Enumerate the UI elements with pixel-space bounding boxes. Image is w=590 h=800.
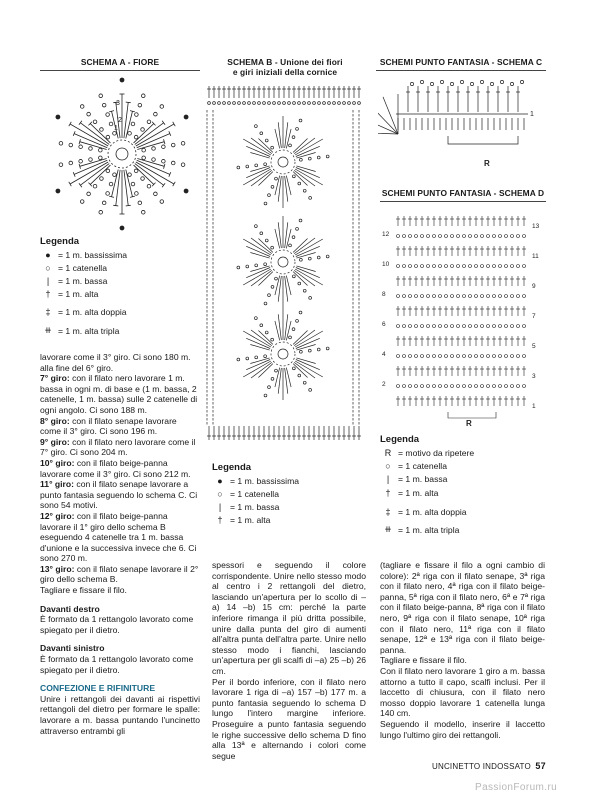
legend-label: = 1 m. bassa <box>230 502 280 512</box>
legend-label: = 1 catenella <box>398 461 447 471</box>
svg-text:3: 3 <box>116 100 120 107</box>
paragraph: (tagliare e fissare il filo a ogni cambio di colore): 2ª riga con il filato senape, 3ª riga con il filato nero, 4ª riga con il filato beige-panna, 5ª riga con il filato nero, 6ª e 7ª riga con il filato beige-panna, 8ª riga con il filato nero, 9ª riga con il filato senape, 10ª riga con il filato nero, 11ª riga con il filato senape, 12ª e 13ª riga con il filato beige-panna. <box>380 560 545 655</box>
stitch-symbol: ‡ <box>385 507 391 517</box>
schema-c-stitch-diagram <box>378 74 543 174</box>
schema-b-title <box>205 57 365 77</box>
legend-label: = 1 m. bassa <box>58 276 108 286</box>
legend-item <box>38 276 107 286</box>
round-label: 8° giro: <box>40 415 70 426</box>
legend-label: = 1 m. bassa <box>398 474 448 484</box>
svg-text:1: 1 <box>530 111 534 118</box>
legend-item <box>210 476 299 486</box>
stitch-symbol: ○ <box>217 489 223 499</box>
stitch-symbol: R <box>384 448 392 458</box>
page-footer <box>432 761 546 771</box>
legend-item <box>210 502 279 512</box>
row-number: 8 <box>382 291 386 298</box>
schema-d-stitch-diagram <box>376 206 546 434</box>
round-label: 12° giro: <box>40 510 75 521</box>
row-number: 4 <box>382 351 386 358</box>
row-number: 3 <box>532 373 536 380</box>
paragraph: spessori e seguendo il colore corrispondente. Unire nello stesso modo al centro i 2 rettangoli del dietro, lasciando un'apertura per lo scollo di ‒a) 14 ‒b) 15 cm: perché la parte inferiore rimanga il più dritta possibile, unire dalla punta del giro di aumenti all'altra punta dell'altra parte. Unire nello stesso modo i fianchi, lasciando un'apertura per gli scalfi di ‒a) 25 ‒b) 26 cm. <box>212 560 366 676</box>
legend-label: = 1 m. alta tripla <box>398 524 460 535</box>
row-number: 6 <box>382 321 386 328</box>
schema-b-flower-strip-diagram <box>203 84 365 450</box>
stitch-symbol: ○ <box>45 263 51 273</box>
round-label: 10° giro: <box>40 457 75 468</box>
paragraph: con il filato beige-panna lavorare il 1° giro dello schema B eseguendo 4 catenelle tra 1 m. bassa d'unione e la successiva invece che 6. Ci sono 270 m. <box>40 510 197 564</box>
section-heading: CONFEZIONE E RIFINITURE <box>40 683 156 694</box>
legend-item <box>378 448 474 458</box>
round-label: 11° giro: <box>40 479 75 490</box>
round-label: 9° giro: <box>40 436 70 447</box>
legend-label: = 1 m. bassissima <box>58 250 128 260</box>
row-number: 11 <box>532 253 539 260</box>
legend-label: = 1 m. alta doppia <box>398 507 467 517</box>
schema-a-title: SCHEMA A - FIORE <box>40 57 200 71</box>
text-column-2 <box>212 560 366 761</box>
schema-b-title-line: e giri iniziali della cornice <box>232 67 338 77</box>
legend-item <box>38 250 127 260</box>
stitch-symbol: ● <box>217 476 223 486</box>
text-column-3 <box>380 560 545 740</box>
legend-label: = 1 catenella <box>230 489 279 499</box>
stitch-symbol: ○ <box>385 461 391 471</box>
legend-label: = 1 catenella <box>58 263 107 273</box>
row-number: 10 <box>382 261 390 268</box>
paragraph: con il filato nero lavorare 1 m. bassa in ogni m. di base e (1 m. bassa, 2 catenelle, 1 m. bassa) sulle 2 catenelle di ogni angolo. Ci sono 188 m. <box>40 373 198 415</box>
row-number: 1 <box>532 403 536 410</box>
legend-label: = 1 m. alta <box>230 515 271 525</box>
legend-item <box>378 474 447 484</box>
section-heading: Davanti destro <box>40 603 100 614</box>
watermark: PassionForum.ru <box>475 782 558 793</box>
paragraph: Unire i rettangoli dei davanti ai rispettivi rettangoli del dietro per formare le spalle: lavorare a m. bassa puntando l'uncinetto attraverso entrambi gli <box>40 693 200 736</box>
stitch-symbol: † <box>45 289 51 299</box>
stitch-symbol: ⧺ <box>384 524 392 534</box>
legend-item <box>378 488 438 498</box>
row-number: 2 <box>382 381 386 388</box>
svg-text:2: 2 <box>118 117 122 124</box>
round-label: 13° giro: <box>40 563 75 574</box>
legend-item <box>38 289 98 299</box>
legend-label: = 1 m. bassissima <box>230 476 300 486</box>
legend-d-title: Legenda <box>380 434 420 445</box>
legend-label: = motivo da ripetere <box>398 448 475 458</box>
stitch-symbol: ‡ <box>45 307 51 317</box>
paragraph: lavorare come il 3° giro. Ci sono 180 m. alla fine del 6° giro. <box>40 352 191 373</box>
stitch-symbol: ⧺ <box>44 325 52 335</box>
legend-item <box>378 507 467 517</box>
row-number: 9 <box>532 283 536 290</box>
legend-label: = 1 m. alta <box>58 289 99 299</box>
paragraph: Con il filato nero lavorare 1 giro a m. bassa attorno a tutto il capo, scalfi inclusi. Per il laccetto di chiusura, con il filato nero mosso doppio lavorare 1 catenella lunga 140 cm. <box>380 665 545 719</box>
svg-text:R: R <box>466 419 472 428</box>
stitch-symbol: | <box>46 276 50 286</box>
stitch-symbol: † <box>385 488 391 498</box>
schema-b-title-line: SCHEMA B - Unione dei fiori <box>227 57 343 67</box>
paragraph: Per il bordo inferiore, con il filato nero lavorare 1 riga di ‒a) 157 ‒b) 177 m. a punto fantasia seguendo lo schema D lungo l'intero margine inferiore. Proseguire a punto fantasia seguendo le righe successive dello schema D fino alla 13ª e alternando i colori come segue <box>212 676 366 761</box>
text-column-1 <box>40 352 200 736</box>
round-label: 7° giro: <box>40 373 70 384</box>
legend-item <box>38 325 119 336</box>
stitch-symbol: | <box>386 474 390 484</box>
legend-label: = 1 m. alta doppia <box>58 307 127 317</box>
row-number: 13 <box>532 223 540 230</box>
stitch-symbol: ● <box>45 250 51 260</box>
schema-c-title: SCHEMI PUNTO FANTASIA - SCHEMA C <box>376 57 546 71</box>
schema-d-title: SCHEMI PUNTO FANTASIA - SCHEMA D <box>380 188 546 202</box>
paragraph: con il filato senape lavorare il 2° giro dello schema B. <box>40 563 199 585</box>
paragraph: È formato da 1 rettangolo lavorato come spiegato per il dietro. <box>40 614 194 635</box>
stitch-symbol: † <box>217 515 223 525</box>
paragraph: con il filato senape lavorare a punto fantasia seguendo lo schema C. Ci sono 54 motivi. <box>40 479 198 511</box>
paragraph: con il filato senape lavorare come il 3° giro. Ci sono 196 m. <box>40 415 177 437</box>
legend-item <box>38 263 107 273</box>
paragraph: Tagliare e fissare il filo. <box>40 585 127 596</box>
page-number: 57 <box>535 761 546 771</box>
svg-text:R: R <box>484 159 490 168</box>
legend-item <box>378 461 447 471</box>
paragraph: con il filato nero lavorare come il 7° giro. Ci sono 204 m. <box>40 436 196 458</box>
svg-text:1: 1 <box>114 125 118 132</box>
legend-item <box>210 489 279 499</box>
schema-a-flower-diagram <box>35 72 210 232</box>
row-number: 12 <box>382 231 390 238</box>
legend-a-title: Legenda <box>40 236 80 247</box>
paragraph: Seguendo il modello, inserire il laccetto lungo l'ultimo giro dei rettangoli. <box>380 718 545 740</box>
legend-item <box>38 307 127 317</box>
paragraph: È formato da 1 rettangolo lavorato come spiegato per il dietro. <box>40 654 194 675</box>
row-number: 5 <box>532 343 536 350</box>
paragraph: Tagliare e fissare il filo. <box>380 655 467 666</box>
stitch-symbol: | <box>218 502 222 512</box>
paragraph: con il filato beige-panna lavorare come il 3° giro. Ci sono 212 m. <box>40 457 191 479</box>
legend-label: = 1 m. alta tripla <box>58 325 120 336</box>
magazine-name: UNCINETTO INDOSSATO <box>432 762 531 771</box>
section-heading: Davanti sinistro <box>40 643 105 654</box>
row-number: 7 <box>532 313 536 320</box>
legend-item <box>210 515 270 525</box>
legend-label: = 1 m. alta <box>398 488 439 498</box>
legend-b-title: Legenda <box>212 462 252 473</box>
legend-item <box>378 524 459 535</box>
